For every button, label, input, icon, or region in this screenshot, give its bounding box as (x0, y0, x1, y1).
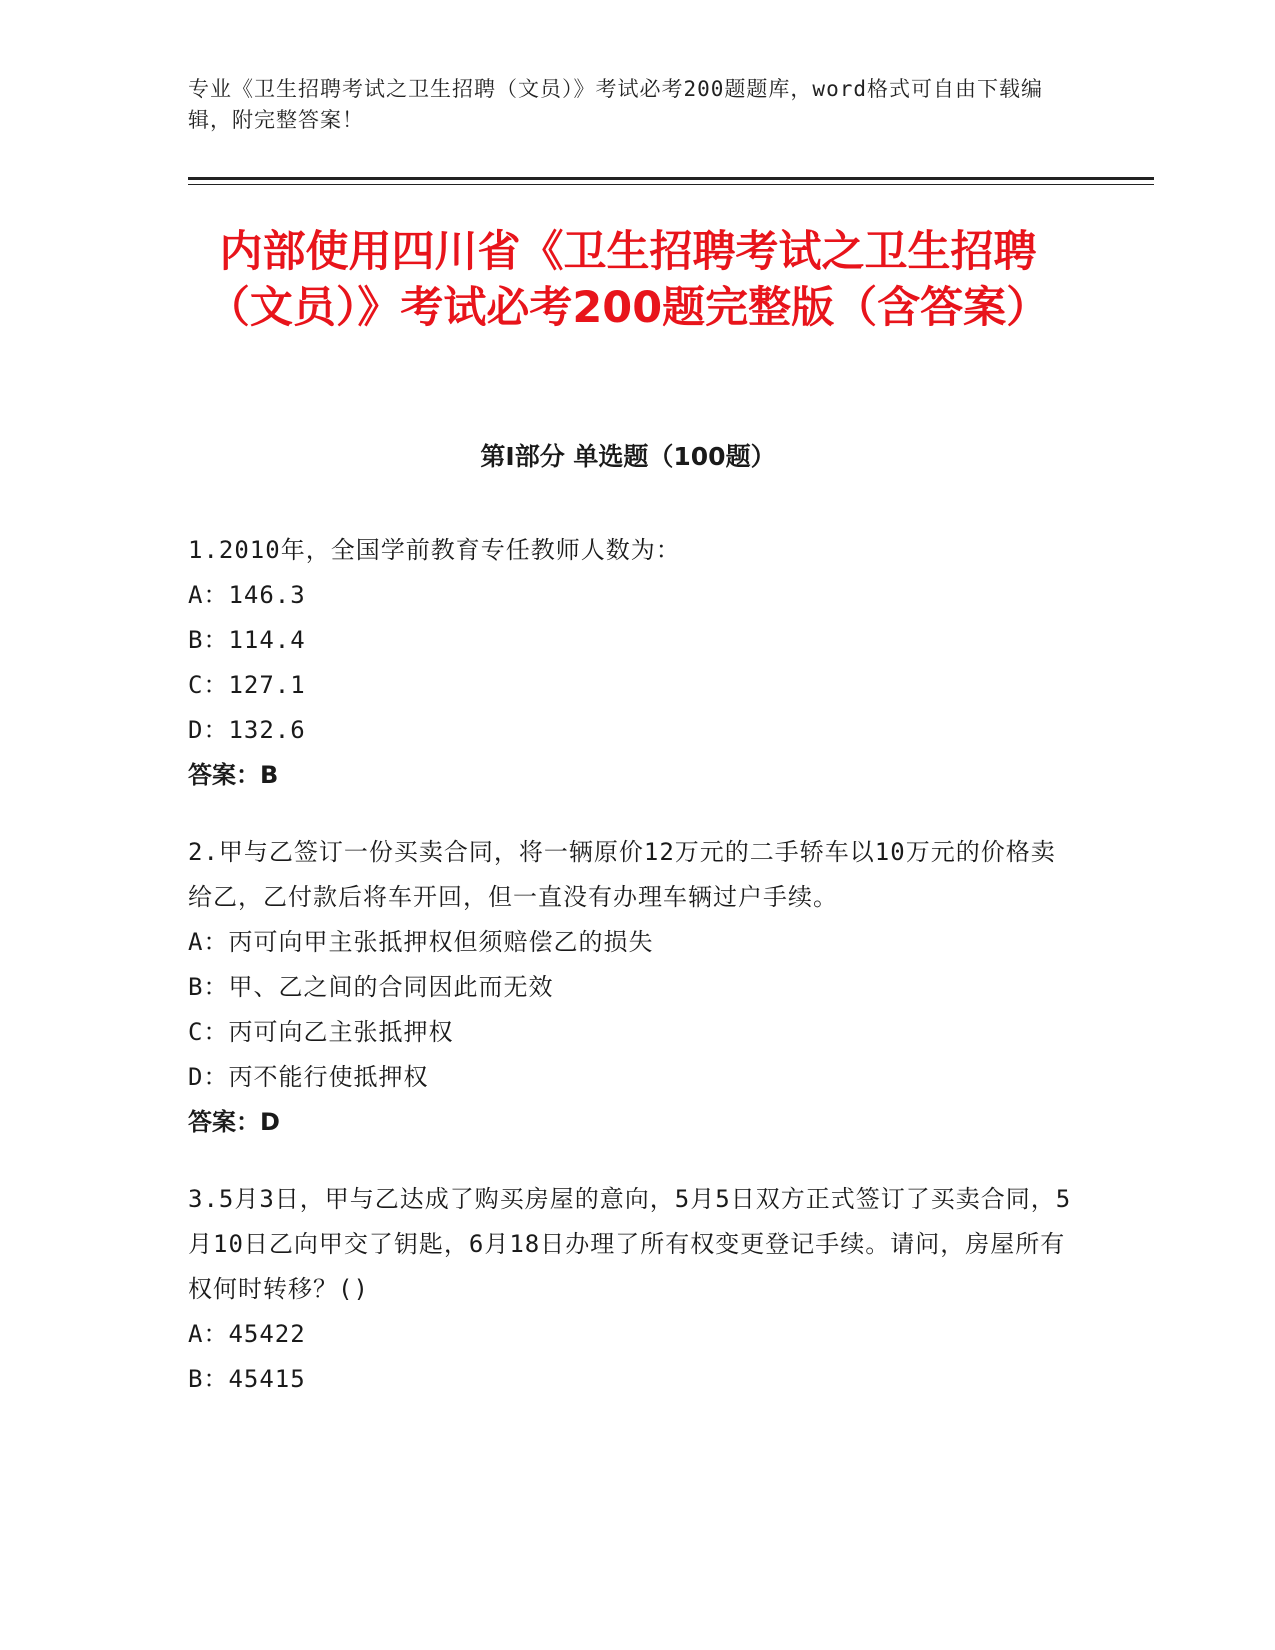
option-b: B：甲、乙之间的合同因此而无效 (188, 973, 554, 1001)
header-rule-thick (188, 177, 1154, 180)
question-text: 2.甲与乙签订一份买卖合同，将一辆原价12万元的二手轿车以10万元的价格卖给乙，乙付款后将车开回，但一直没有办理车辆过户手续。 (188, 838, 1056, 911)
option-b: B：45415 (188, 1365, 306, 1393)
option-c: C：127.1 (188, 671, 306, 699)
section-title: 第I部分 单选题（100题） (480, 442, 776, 471)
option-a: A：丙可向甲主张抵押权但须赔偿乙的损失 (188, 928, 654, 956)
question-1 (188, 528, 1078, 798)
question-text: 3.5月3日，甲与乙达成了购买房屋的意向，5月5日双方正式签订了买卖合同，5月10日乙向甲交了钥匙，6月18日办理了所有权变更登记手续。请问，房屋所有权何时转移？() (188, 1185, 1072, 1303)
question-3 (188, 1177, 1078, 1402)
option-c: C：丙可向乙主张抵押权 (188, 1018, 454, 1046)
document-title: 内部使用四川省《卫生招聘考试之卫生招聘（文员）》考试必考200题完整版（含答案） (206, 227, 1050, 333)
option-a: A：146.3 (188, 581, 306, 609)
question-list (188, 528, 1078, 1434)
option-b: B：114.4 (188, 626, 306, 654)
option-d: D：132.6 (188, 716, 306, 744)
option-a: A：45422 (188, 1320, 306, 1348)
header-note: 专业《卫生招聘考试之卫生招聘（文员）》考试必考200题题库，word格式可自由下载编辑，附完整答案！ (188, 77, 1043, 132)
answer-line: 答案：D (188, 1108, 280, 1136)
question-2 (188, 830, 1078, 1145)
question-text: 1.2010年，全国学前教育专任教师人数为： (188, 536, 681, 564)
answer-line: 答案：B (188, 761, 279, 789)
option-d: D：丙不能行使抵押权 (188, 1063, 429, 1091)
header-rule-thin (188, 184, 1154, 185)
